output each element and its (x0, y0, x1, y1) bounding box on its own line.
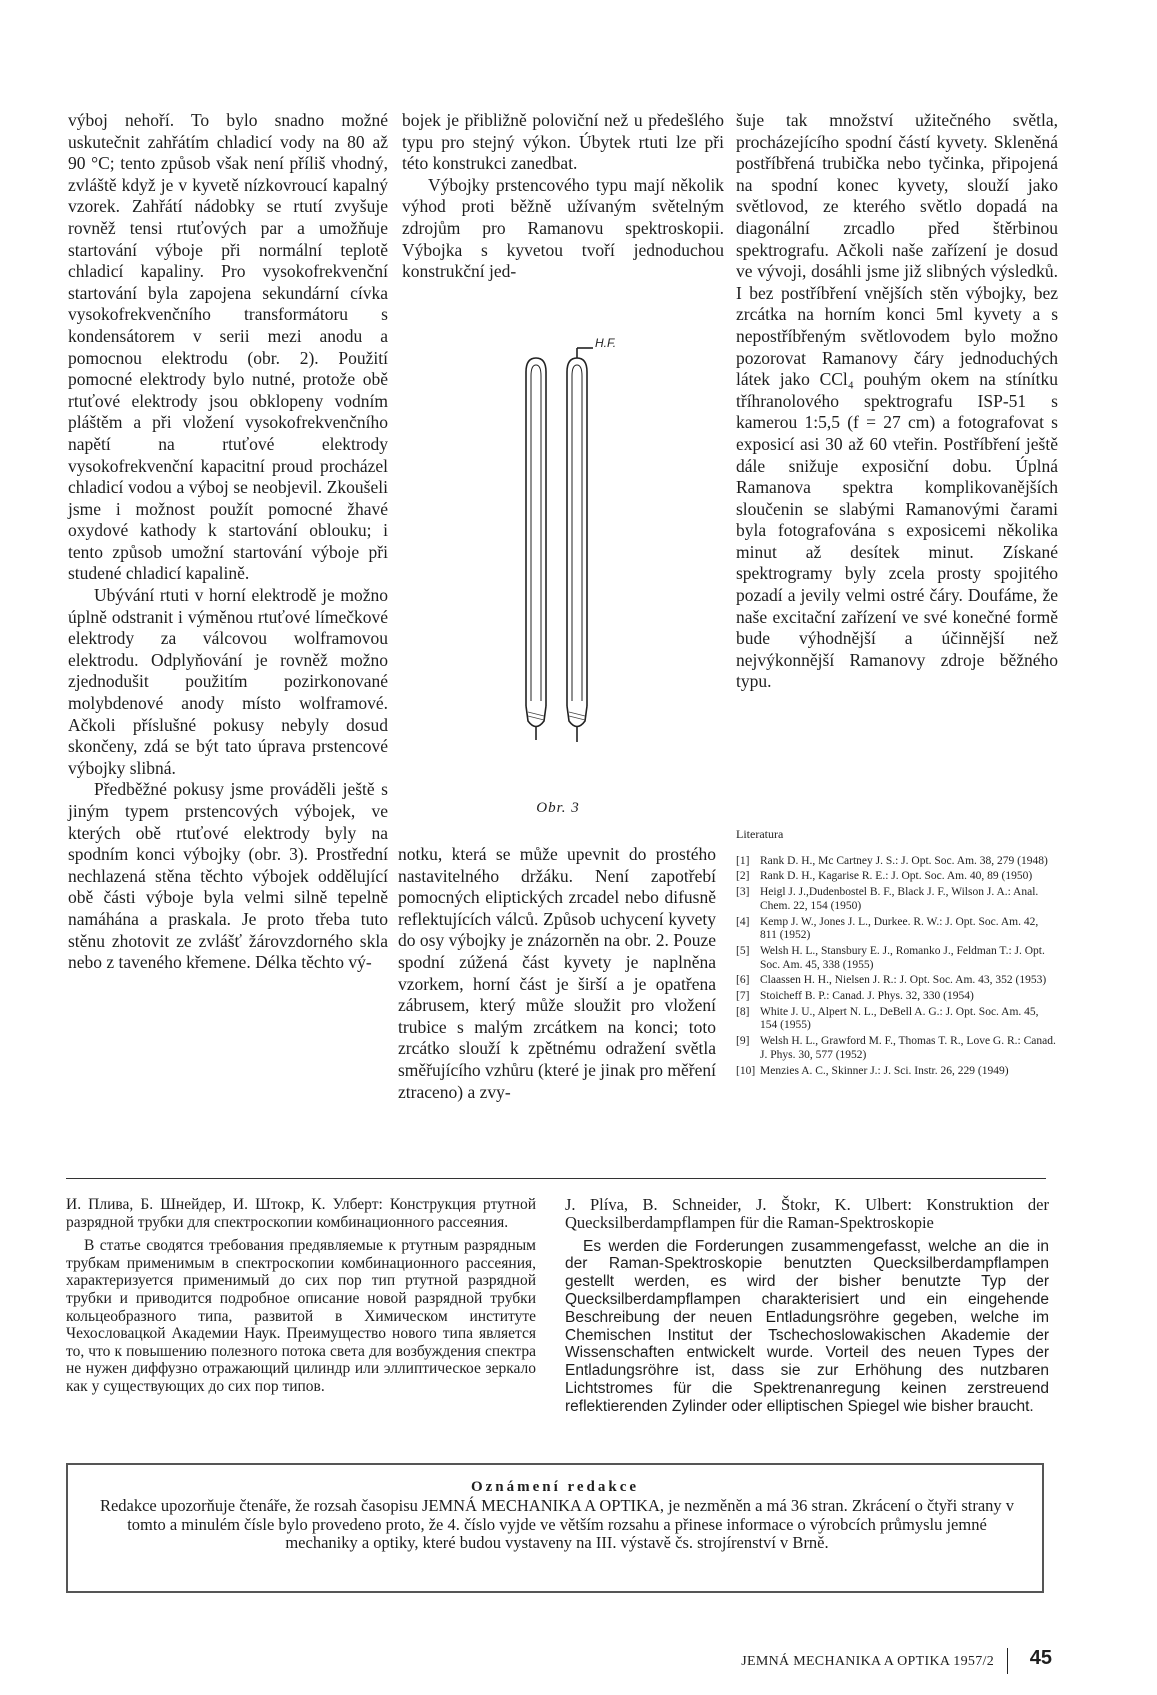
reference-list (736, 855, 1056, 1079)
reference-text: Rank D. H., Kagarise R. E.: J. Opt. Soc. Am. 40, 89 (1950) (760, 870, 1033, 883)
page-number: 45 (1029, 1647, 1052, 1669)
reference-text: Rank D. H., Mc Cartney J. S.: J. Opt. Soc. Am. 38, 279 (1948) (760, 854, 1048, 867)
footer-separator (1007, 1648, 1008, 1674)
reference-text: Welsh H. L., Grawford M. F., Thomas T. R., Love G. R.: Canad. J. Phys. 30, 577 (1952) (760, 1035, 1056, 1061)
editorial-notice-box (66, 1463, 1044, 1593)
reference-text: Heigl J. J.,Dudenbostel B. F., Black J. F., Wilson J. A.: Anal. Chem. 22, 154 (1950) (760, 886, 1039, 912)
reference-number: [2] (736, 870, 750, 883)
notice-text: Redakce upozorňuje čtenáře, že rozsah časopisu JEMNÁ MECHANIKA A OPTIKA, je nezměněn a má 36 stran. Zkrácení o čtyři strany v tomto a minulém čísle bylo provedeno proto, že 4. číslo vyjde ve větším rozsahu a přinese informace o výrobcích průmyslu jemné mechaniky a optiky, které budou vystaveny na III. výstavě čs. strojírenství v Brně. (99, 1496, 1015, 1552)
reference-text: Menzies A. C., Skinner J.: J. Sci. Instr. 26, 229 (1949) (760, 1064, 1009, 1077)
discharge-tube-drawing (500, 346, 650, 786)
column-middle-bottom (398, 844, 716, 1103)
figure-discharge-tube (500, 336, 650, 816)
references-heading: Literatura (736, 827, 784, 841)
page-footer (690, 1648, 1052, 1674)
reference-text: Welsh H. L., Stansbury E. J., Romanko J., Feldman T.: J. Opt. Soc. Am. 45, 338 (1955) (760, 944, 1045, 971)
figure-caption: Obr. 3 (536, 800, 580, 816)
abstract-german (565, 1196, 1049, 1416)
abstract-body: В статье сводятся требования предявляемые к ртутным разрядным трубкам применимым в спектроскопии комбинационного рассеяния, характеризуется применимый до сих пор тип ртутной разрядной трубки и приводится подробное описание новой разрядной трубки кольцеобразного типа, развитой в Химическом институте Чехословацкой Академии Наук. Преимущество нового типа является то, что к повышению полезного потока света для возбуждения спектра не нужен диффузно отражающий цилиндр или эллиптическое зеркало как у существующих до сих пор типов. (66, 1237, 536, 1395)
abstract-russian (66, 1196, 536, 1396)
column-middle-top (402, 110, 724, 283)
paragraph: šuje tak množství užitečného světla, procházejícího spodní částí kyvety. Skleněná postříbřená trubička nebo tyčinka, připojená na spodní konec kyvety, slouží jako světlovod, ze kterého světlo dopadá na diagonální zrcadlo před štěrbinou spektrografu. Ačkoli naše zařízení je dosud ve vývoji, dosáhli jsme již slibných výsledků. I bez postříbření vnějších stěn výbojky, bez zrcátka na horním konci 5ml kyvety a s nepostříbřeným světlovodem bylo možno pozorovat Ramanovy čáry jednoduchých látek jako CCl₄ pouhým okem na stínítku tříhranolového spektrografu ISP-51 s kamerou 1:5,5 (f = 27 cm) a fotografovat s exposicí asi 30 až 60 vteřin. Postříbření ještě dále snižuje exposiční dobu. Úplná Ramanova spektra komplikovanějších sloučenin se slabými Ramanovými čarami byla fotografována s exposicemi několika minut až desítek minut. Získané spektrogramy byly zcela prosty spojitého pozadí a jevily velmi ostré čáry. Doufáme, že naše excitační zařízení ve své konečné formě bude výhodnější a účinnější než nejvýkonnější Ramanovy zdroje běžného typu. (736, 110, 1058, 692)
paragraph: Předběžné pokusy jsme prováděli ještě s jiným typem prstencových výbojek, ve kterých obě rtuťové elektrody byly na spodním konci výbojky (obr. 3). Prostřední nechlazená stěna těchto výbojek oddělující obě části výboje byla velmi silně tepelně namáhána a praskala. Je proto třeba tuto stěnu zhotovit ze zvlášť žárovzdorného skla nebo z taveného křemene. Délka těchto vý- (68, 779, 388, 973)
reference-number: [10] (736, 1064, 756, 1077)
reference-item (736, 886, 1056, 913)
notice-title: Oznámení redakce (470, 1479, 640, 1495)
abstract-title: И. Плива, Б. Шнейдер, И. Штокр, К. Улберт: Конструкция ртутной разрядной трубки для спектроскопии комбинационного рассеяния. (66, 1196, 536, 1231)
paragraph: bojek je přibližně poloviční než u předešlého typu pro stejný výkon. Úbytek rtuti lze při této konstrukci zanedbat. (402, 110, 724, 174)
divider (66, 1178, 1046, 1179)
reference-number: [3] (736, 886, 750, 899)
reference-number: [5] (736, 944, 750, 957)
reference-text: White J. U., Alpert N. L., DeBell A. G.: J. Opt. Soc. Am. 45, 154 (1955) (760, 1005, 1039, 1032)
column-right (736, 110, 1058, 693)
references (736, 828, 1056, 1080)
reference-item (736, 1035, 1056, 1062)
reference-item (736, 1065, 1056, 1079)
reference-text: Stoicheff B. P.: Canad. J. Phys. 32, 330 (1954) (760, 990, 974, 1003)
paragraph: výboj nehoří. To bylo snadno možné uskutečnit zahřátím chladicí vody na 80 až 90 °C; tento způsob však není příliš vhodný, zvláště když je v kyvetě nízkovroucí kapalný vzorek. Zahřátí nádobky se rtutí zvyšuje rovněž tensi rtuťových par a umožňuje startování výboje při normální teplotě chladicí kapaliny. Pro vysokofrekvenční startování byla zapojena sekundární cívka vysokofrekvenčního transformátoru s kondensátorem v serii mezi anodu a pomocnou elektrodu (obr. 2). Použití pomocné elektrody bylo nutné, protože obě rtuťové elektrody jsou obklopeny vodním pláštěm a při vložení vysokofrekvenčního napětí na rtuťové elektrody vysokofrekvenční kapacitní proud procházel chladicí vodou a výboj se neobjevil. Zkoušeli jsme i možnost použít pomocné žhavé oxydové kathody k startování oblouku; i tento způsob umožní startování výboje při studené chladicí kapalině. (68, 110, 388, 584)
reference-number: [7] (736, 990, 750, 1003)
reference-item (736, 974, 1056, 988)
paragraph: notku, která se může upevnit do prostého nastavitelného držáku. Není zapotřebí pomocných eliptických zrcadel nebo difusně reflektujících válců. Způsob uchycení kyvety do osy výbojky je znázorněn na obr. 2. Pouze spodní zúžená část kyvety je naplněna vzorkem, horní část je širší a je opatřena zábrusem, který může sloužit pro vložení trubice s malým zrcátkem na konci; toto zrcátko slouží k zpětnému odražení světla směřujícího vzhůru (které je jinak pro měření ztraceno) a zvy- (398, 844, 716, 1102)
reference-number: [9] (736, 1035, 750, 1048)
reference-item (736, 870, 1056, 884)
reference-item (736, 945, 1056, 972)
paragraph: Ubývání rtuti v horní elektrodě je možno úplně odstranit i výměnou rtuťové límečkové elektrody za válcovou wolframovou elektrodu. Odplyňování je rovněž možno zjednodušit použitím pozirkonované molybdenové anody místo wolframové. Ačkoli příslušné pokusy nebyly dosud skončeny, zdá se být tato úprava prstencové výbojky slibná. (68, 585, 388, 778)
column-left (68, 110, 388, 974)
reference-number: [6] (736, 974, 750, 987)
reference-item (736, 990, 1056, 1004)
reference-number: [4] (736, 915, 750, 928)
reference-number: [8] (736, 1005, 750, 1018)
reference-item (736, 916, 1056, 943)
reference-text: Claassen H. H., Nielsen J. R.: J. Opt. Soc. Am. 43, 352 (1953) (760, 974, 1047, 987)
abstract-title: J. Plíva, B. Schneider, J. Štokr, K. Ulbert: Konstruktion der Quecksilberdampflampen für die Raman-Spektroskopie (565, 1195, 1049, 1232)
reference-text: Kemp J. W., Jones J. L., Durkee. R. W.: J. Opt. Soc. Am. 42, 811 (1952) (760, 915, 1039, 942)
paragraph: Výbojky prstencového typu mají několik výhod proti běžně užívaným světelným zdrojům pro Ramanovu spektroskopii. Výbojka s kyvetou tvoří jednoduchou konstrukční jed- (402, 174, 724, 282)
abstract-body: Es werden die Forderungen zusammengefasst, welche an die in der Raman-Spektroskopie benutzten Quecksilberdampflampen gestellt werden, es wird der bisher benutzte Typ der Quecksilberdampflampen charakterisiert und ein eingehende Beschreibung der neuen Entladungsröhre gegeben, welche im Chemischen Institut der Tschechoslowakischen Akademie der Wissenschaften entwickelt wurde. Vorteil des neuen Types der Entladungsröhre ist, dass sie zur Erhöhung des nutzbaren Lichtstromes für die Spektrenanregung keinen zerstreuend reflektierenden Zylinder oder elliptischen Spiegel wie bisher braucht. (565, 1237, 1049, 1415)
reference-number: [1] (736, 854, 750, 867)
journal-name: JEMNÁ MECHANIKA A OPTIKA 1957/2 (741, 1654, 994, 1669)
hf-label: H.F. (595, 336, 617, 350)
reference-item (736, 855, 1056, 869)
reference-item (736, 1006, 1056, 1033)
